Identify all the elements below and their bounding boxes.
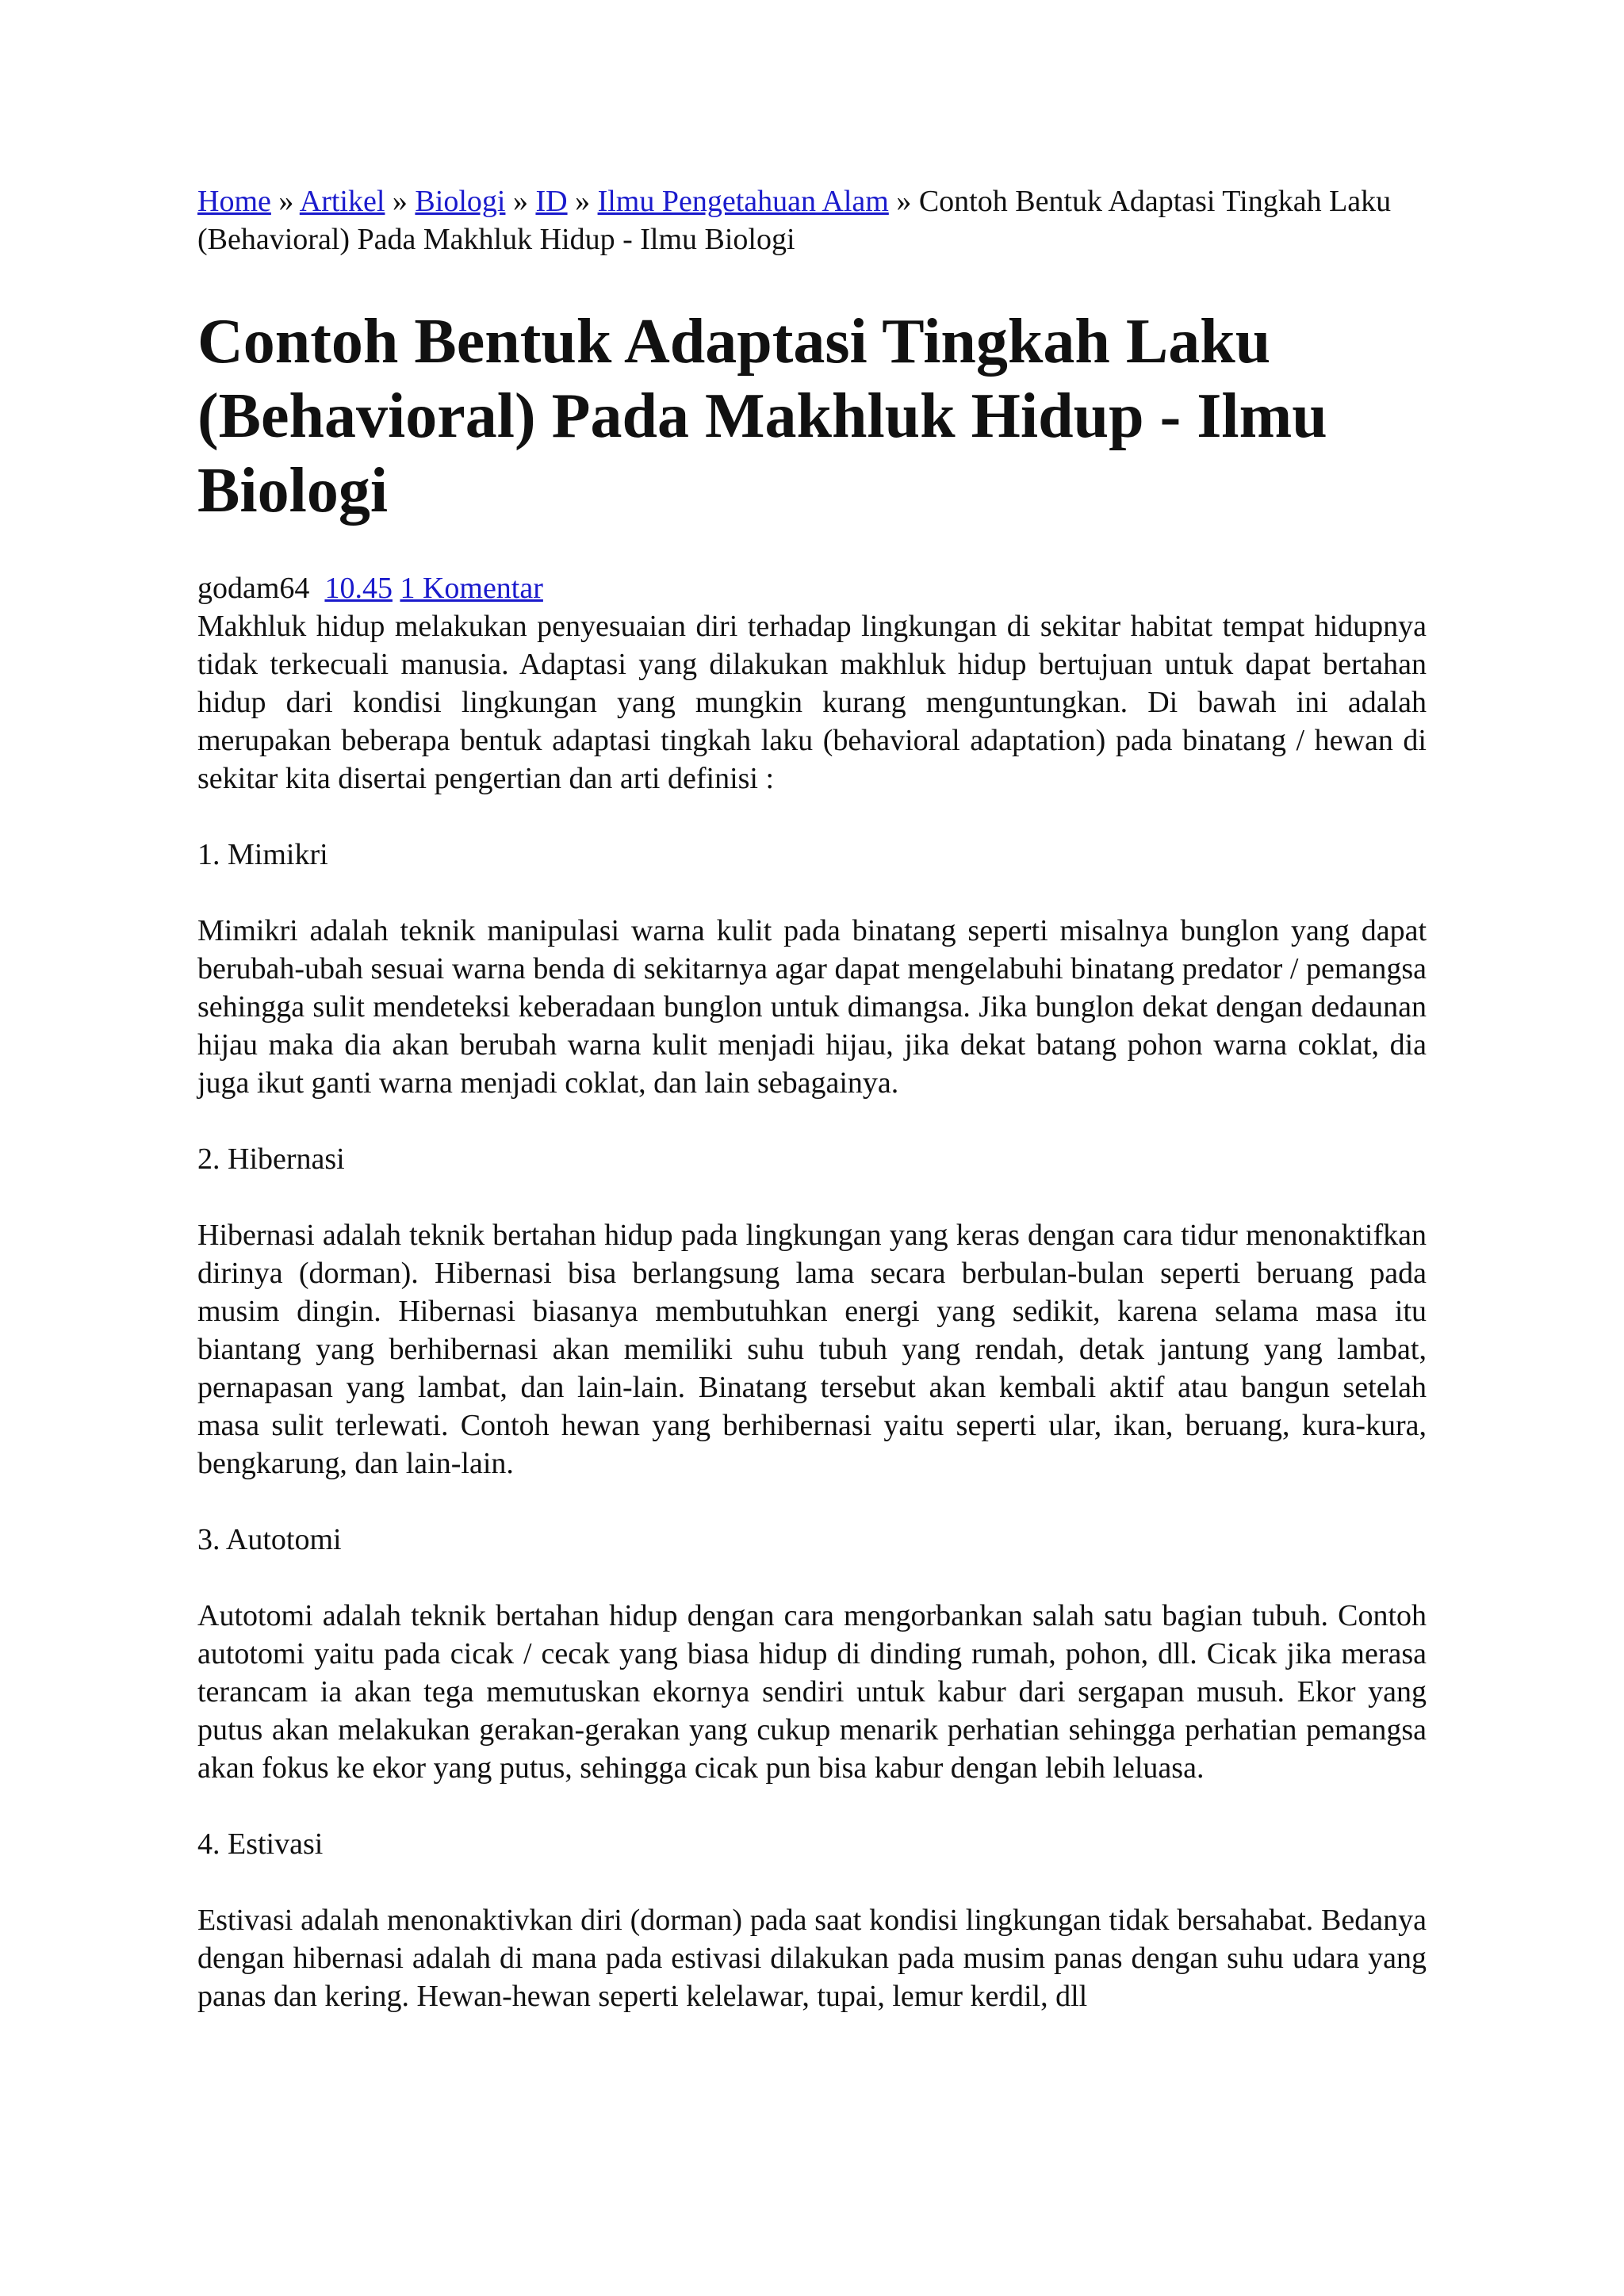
section-text-hibernasi: Hibernasi adalah teknik bertahan hidup pada lingkungan yang keras dengan cara tidur menonaktifkan dirinya (dorman). Hibernasi bisa berlangsung lama secara berbulan-bulan seperti beruang pada musim dingin. Hibernasi biasanya membutuhkan energi yang sedikit, karena selama masa itu biantang yang berhibernasi akan memiliki suhu tubuh yang rendah, detak jantung yang lambat, pernapasan yang lambat, dan lain-lain. Binatang tersebut akan kembali aktif atau bangun setelah masa sulit terlewati. Contoh hewan yang berhibernasi yaitu seperti ular, ikan, beruang, kura-kura, bengkarung, dan lain-lain. [197,1219,1427,1480]
section-heading-mimikri: 1. Mimikri [197,838,328,871]
section-heading-autotomi: 3. Autotomi [197,1523,342,1556]
breadcrumb-separator: » [505,185,536,218]
breadcrumb-artikel-link[interactable]: Artikel [299,185,385,218]
article-comments-link[interactable]: 1 Komentar [400,572,543,605]
breadcrumb [197,182,1427,258]
breadcrumb-separator: » [888,185,919,218]
article-time-link[interactable]: 10.45 [324,572,393,605]
article-meta [197,569,1427,607]
article-author: godam64 [197,572,310,605]
section-heading-hibernasi: 2. Hibernasi [197,1142,345,1176]
breadcrumb-home-link[interactable]: Home [197,185,271,218]
breadcrumb-separator: » [385,185,416,218]
breadcrumb-current: Contoh Bentuk Adaptasi Tingkah Laku (Behavioral) Pada Makhluk Hidup - Ilmu Biologi [197,185,1392,256]
breadcrumb-id-link[interactable]: ID [535,185,568,218]
section-text-autotomi: Autotomi adalah teknik bertahan hidup dengan cara mengorbankan salah satu bagian tubuh. Contoh autotomi yaitu pada cicak / cecak yang biasa hidup di dinding rumah, pohon, dll. Cicak jika merasa terancam ia akan tega memutuskan ekornya sendiri untuk kabur dari sergapan musuh. Ekor yang putus akan melakukan gerakan-gerakan yang cukup menarik perhatian sehingga perhatian pemangsa akan fokus ke ekor yang putus, sehingga cicak pun bisa kabur dengan lebih leluasa. [197,1599,1427,1785]
breadcrumb-separator: » [270,185,300,218]
breadcrumb-separator: » [567,185,598,218]
breadcrumb-biologi-link[interactable]: Biologi [415,185,506,218]
section-text-estivasi: Estivasi adalah menonaktivkan diri (dorman) pada saat kondisi lingkungan tidak bersahabat. Bedanya dengan hibernasi adalah di mana pada estivasi dilakukan pada musim panas dengan suhu udara yang panas dan kering. Hewan-hewan seperti kelelawar, tupai, lemur kerdil, dll [197,1904,1427,2013]
section-heading-estivasi: 4. Estivasi [197,1827,324,1861]
article-body [197,607,1427,2015]
section-text-mimikri: Mimikri adalah teknik manipulasi warna kulit pada binatang seperti misalnya bunglon yang dapat berubah-ubah sesuai warna benda di sekitarnya agar dapat mengelabuhi binatang predator / pemangsa sehingga sulit mendeteksi keberadaan bunglon untuk dimangsa. Jika bunglon dekat dengan dedaunan hijau maka dia akan berubah warna kulit menjadi hijau, jika dekat batang pohon warna coklat, dia juga ikut ganti warna menjadi coklat, dan lain sebagainya. [197,914,1427,1100]
document-page [197,182,1427,2053]
article-intro: Makhluk hidup melakukan penyesuaian diri terhadap lingkungan di sekitar habitat tempat hidupnya tidak terkecuali manusia. Adaptasi yang dilakukan makhluk hidup bertujuan untuk dapat bertahan hidup dari kondisi lingkungan yang mungkin kurang menguntungkan. Di bawah ini adalah merupakan beberapa bentuk adaptasi tingkah laku (behavioral adaptation) pada binatang / hewan di sekitar kita disertai pengertian dan arti definisi : [197,610,1427,795]
breadcrumb-ipa-link[interactable]: Ilmu Pengetahuan Alam [597,185,889,218]
article-title: Contoh Bentuk Adaptasi Tingkah Laku (Behavioral) Pada Makhluk Hidup - Ilmu Biologi [197,307,1327,526]
